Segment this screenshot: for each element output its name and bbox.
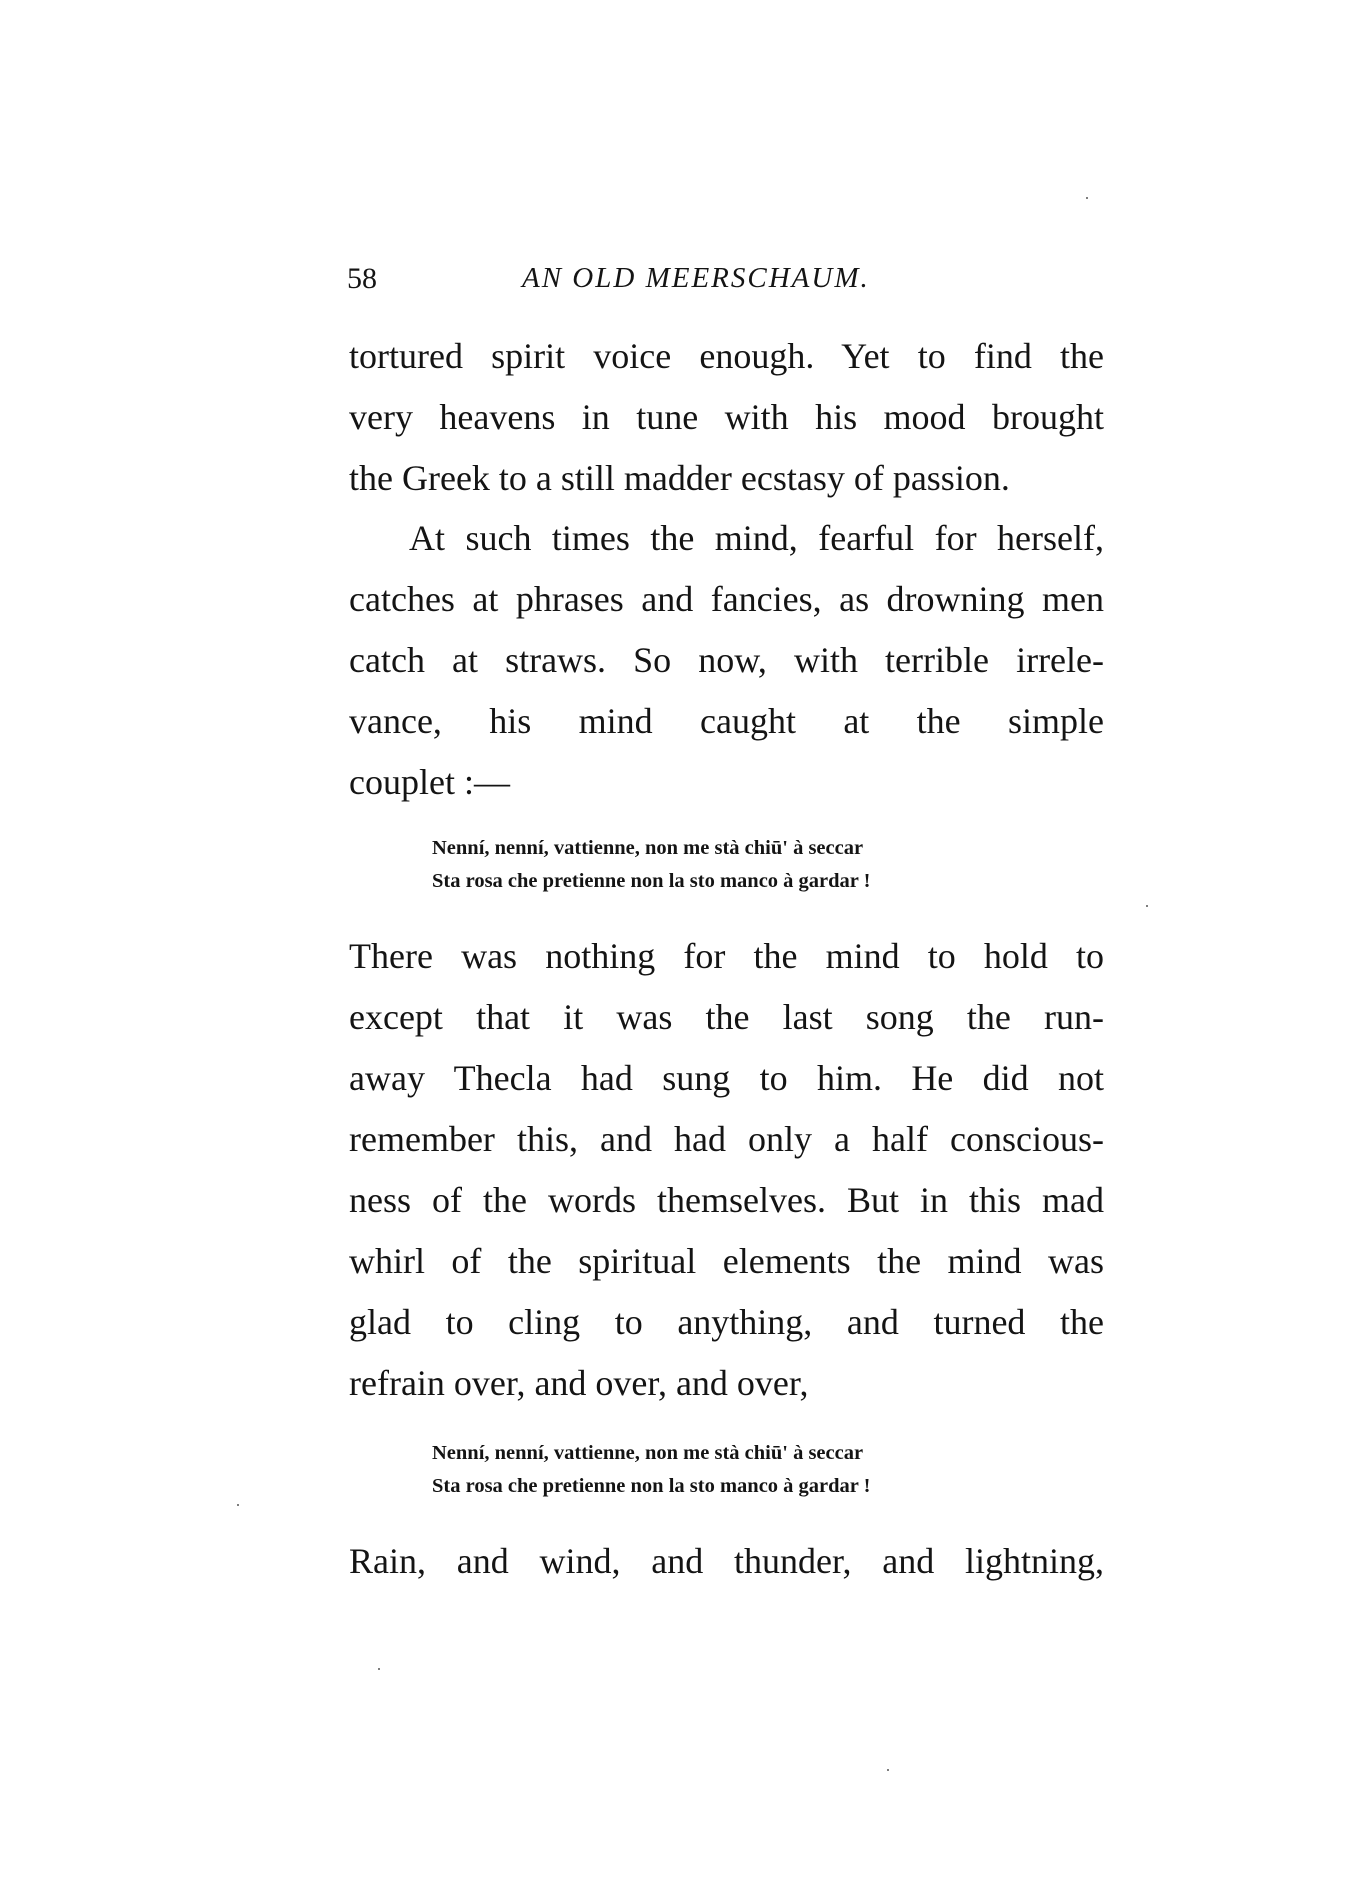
verse-line: Nenní, nenní, vattienne, non me stà chiū' à seccar [432, 837, 864, 859]
text-line: At such times the mind, fearful for herself, [409, 518, 1104, 558]
paragraph-1 [349, 326, 1104, 509]
text-line: very heavens in tune with his mood brought [349, 397, 1104, 437]
verse-line: Sta rosa che pretienne non la sto manco à gardar ! [432, 870, 871, 892]
verse-quotation-1 [432, 832, 870, 898]
paragraph-3 [349, 926, 1104, 1414]
text-line: couplet :— [349, 762, 510, 802]
text-line: Rain, and wind, and thunder, and lightning, [349, 1541, 1104, 1581]
text-line: except that it was the last song the run- [349, 997, 1104, 1037]
text-line: vance, his mind caught at the simple [349, 701, 1104, 741]
print-speck [378, 1668, 380, 1670]
print-speck [1086, 197, 1088, 199]
text-line: away Thecla had sung to him. He did not [349, 1058, 1104, 1098]
print-speck [237, 1504, 239, 1506]
verse-line: Nenní, nenní, vattienne, non me stà chiū' à seccar [432, 1442, 864, 1464]
text-line: glad to cling to anything, and turned the [349, 1302, 1104, 1342]
verse-line: Sta rosa che pretienne non la sto manco à gardar ! [432, 1475, 871, 1497]
text-line: ness of the words themselves. But in this mad [349, 1180, 1104, 1220]
paragraph-4 [349, 1531, 1104, 1592]
text-line: the Greek to a still madder ecstasy of passion. [349, 458, 1010, 498]
text-line: tortured spirit voice enough. Yet to find the [349, 336, 1104, 376]
page-header [347, 262, 1107, 302]
running-title: AN OLD MEERSCHAUM. [522, 262, 870, 294]
text-line: catch at straws. So now, with terrible irrele- [349, 640, 1104, 680]
print-speck [1146, 905, 1148, 907]
text-line: remember this, and had only a half conscious- [349, 1119, 1104, 1159]
print-speck [887, 1769, 889, 1771]
page-number: 58 [347, 262, 377, 295]
text-line: whirl of the spiritual elements the mind was [349, 1241, 1104, 1281]
paragraph-2 [349, 508, 1104, 813]
text-line: refrain over, and over, and over, [349, 1363, 809, 1403]
verse-quotation-2 [432, 1437, 870, 1503]
text-line: catches at phrases and fancies, as drowning men [349, 579, 1104, 619]
text-line: There was nothing for the mind to hold to [349, 936, 1104, 976]
